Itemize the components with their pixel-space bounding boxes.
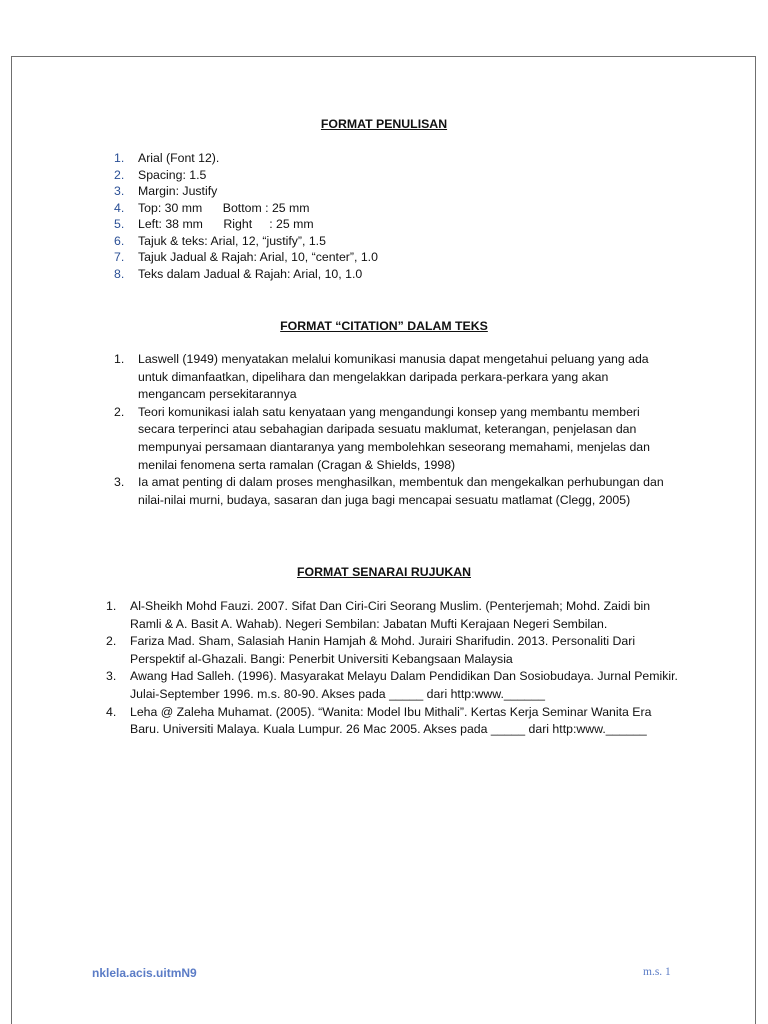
- list-text: Awang Had Salleh. (1996). Masyarakat Melayu Dalam Pendidikan Dan Sosiobudaya. Jurnal Pemikir. Julai-September 1996. m.s. 80-90. Akses pada _____ dari http:www.______: [130, 669, 678, 701]
- list-text: Tajuk & teks: Arial, 12, “justify”, 1.5: [138, 233, 326, 248]
- list-text: Left: 38 mm Right : 25 mm: [138, 217, 314, 231]
- list-item: [114, 249, 674, 266]
- list-text: Teori komunikasi ialah satu kenyataan yang mengandungi konsep yang membantu memberi secara terperinci atau sebahagian daripada sesuatu maklumat, keterangan, penjelasan dan mempunyai persamaan diantaranya yang membolehkan seseorang memahami, menjelas dan menilai fenomena serta ramalan (Cragan & Shields, 1998): [138, 404, 650, 472]
- list-item: [106, 668, 678, 703]
- list-item: [114, 183, 674, 200]
- list-item: [114, 351, 674, 404]
- list-text: Leha @ Zaleha Muhamat. (2005). “Wanita: Model Ibu Mithali”. Kertas Kerja Seminar Wanita Era Baru. Universiti Malaya. Kuala Lumpur. 26 Mac 2005. Akses pada _____ dari http:www.______: [130, 704, 652, 737]
- page-number: m.s. 1: [643, 966, 671, 978]
- list-item: [114, 216, 674, 233]
- list-number: 5.: [114, 217, 125, 231]
- list-number: 4.: [114, 200, 125, 215]
- list-number: 6.: [114, 233, 125, 248]
- list-number: 1.: [114, 151, 125, 165]
- list-text: Teks dalam Jadual & Rajah: Arial, 10, 1.0: [138, 266, 363, 281]
- list-number: 1.: [114, 352, 125, 366]
- heading-format-penulisan: FORMAT PENULISAN: [320, 117, 448, 131]
- list-item: [106, 598, 678, 633]
- list-number: 2.: [114, 167, 125, 182]
- list-item: [114, 404, 674, 474]
- list-text: Laswell (1949) menyatakan melalui komunikasi manusia dapat mengetahui peluang yang ada untuk dimanfaatkan, dipelihara dan mengelakkan daripada perkara-perkara yang akan mengancam persekitarannya: [138, 352, 649, 402]
- list-item: [114, 266, 674, 283]
- list-number: 4.: [106, 704, 117, 719]
- list-number: 7.: [114, 250, 125, 264]
- list-text: Spacing: 1.5: [138, 167, 207, 182]
- list-text: Tajuk Jadual & Rajah: Arial, 10, “center”, 1.0: [138, 250, 378, 264]
- list-format-rujukan: [106, 598, 678, 739]
- list-number: 3.: [106, 669, 117, 684]
- list-number: 2.: [114, 404, 125, 419]
- heading-format-citation: FORMAT “CITATION” DALAM TEKS: [280, 319, 488, 333]
- list-item: [114, 167, 674, 184]
- list-number: 1.: [106, 599, 117, 613]
- list-text: Top: 30 mm Bottom : 25 mm: [138, 200, 310, 215]
- list-number: 8.: [114, 266, 125, 281]
- list-item: [106, 704, 678, 739]
- list-text: Fariza Mad. Sham, Salasiah Hanin Hamjah & Mohd. Jurairi Sharifudin. 2013. Personaliti Dari Perspektif al-Ghazali. Bangi: Penerbit Universiti Kebangsaan Malaysia: [130, 634, 636, 666]
- list-item: [114, 150, 674, 167]
- list-item: [114, 233, 674, 250]
- list-text: Al-Sheikh Mohd Fauzi. 2007. Sifat Dan Ciri-Ciri Seorang Muslim. (Penterjemah; Mohd. Zaidi bin Ramli & A. Basit A. Wahab). Negeri Sembilan: Jabatan Mufti Kerajaan Negeri Sembilan.: [130, 599, 651, 631]
- list-format-penulisan: [114, 150, 674, 282]
- list-format-citation: [114, 351, 674, 509]
- footer-left-text: nklela.acis.uitmN9: [92, 966, 197, 980]
- list-item: [106, 633, 678, 668]
- list-text: Arial (Font 12).: [138, 151, 220, 165]
- list-text: Ia amat penting di dalam proses menghasilkan, membentuk dan mengekalkan perhubungan dan nilai-nilai murni, budaya, sasaran dan juga bagi mencapai sesuatu matlamat (Clegg, 2005): [138, 475, 664, 507]
- list-number: 3.: [114, 184, 125, 198]
- list-item: [114, 474, 674, 509]
- heading-format-rujukan: FORMAT SENARAI RUJUKAN: [297, 565, 471, 579]
- list-number: 2.: [106, 634, 117, 649]
- list-item: [114, 200, 674, 217]
- list-number: 3.: [114, 475, 125, 490]
- list-text: Margin: Justify: [138, 184, 218, 198]
